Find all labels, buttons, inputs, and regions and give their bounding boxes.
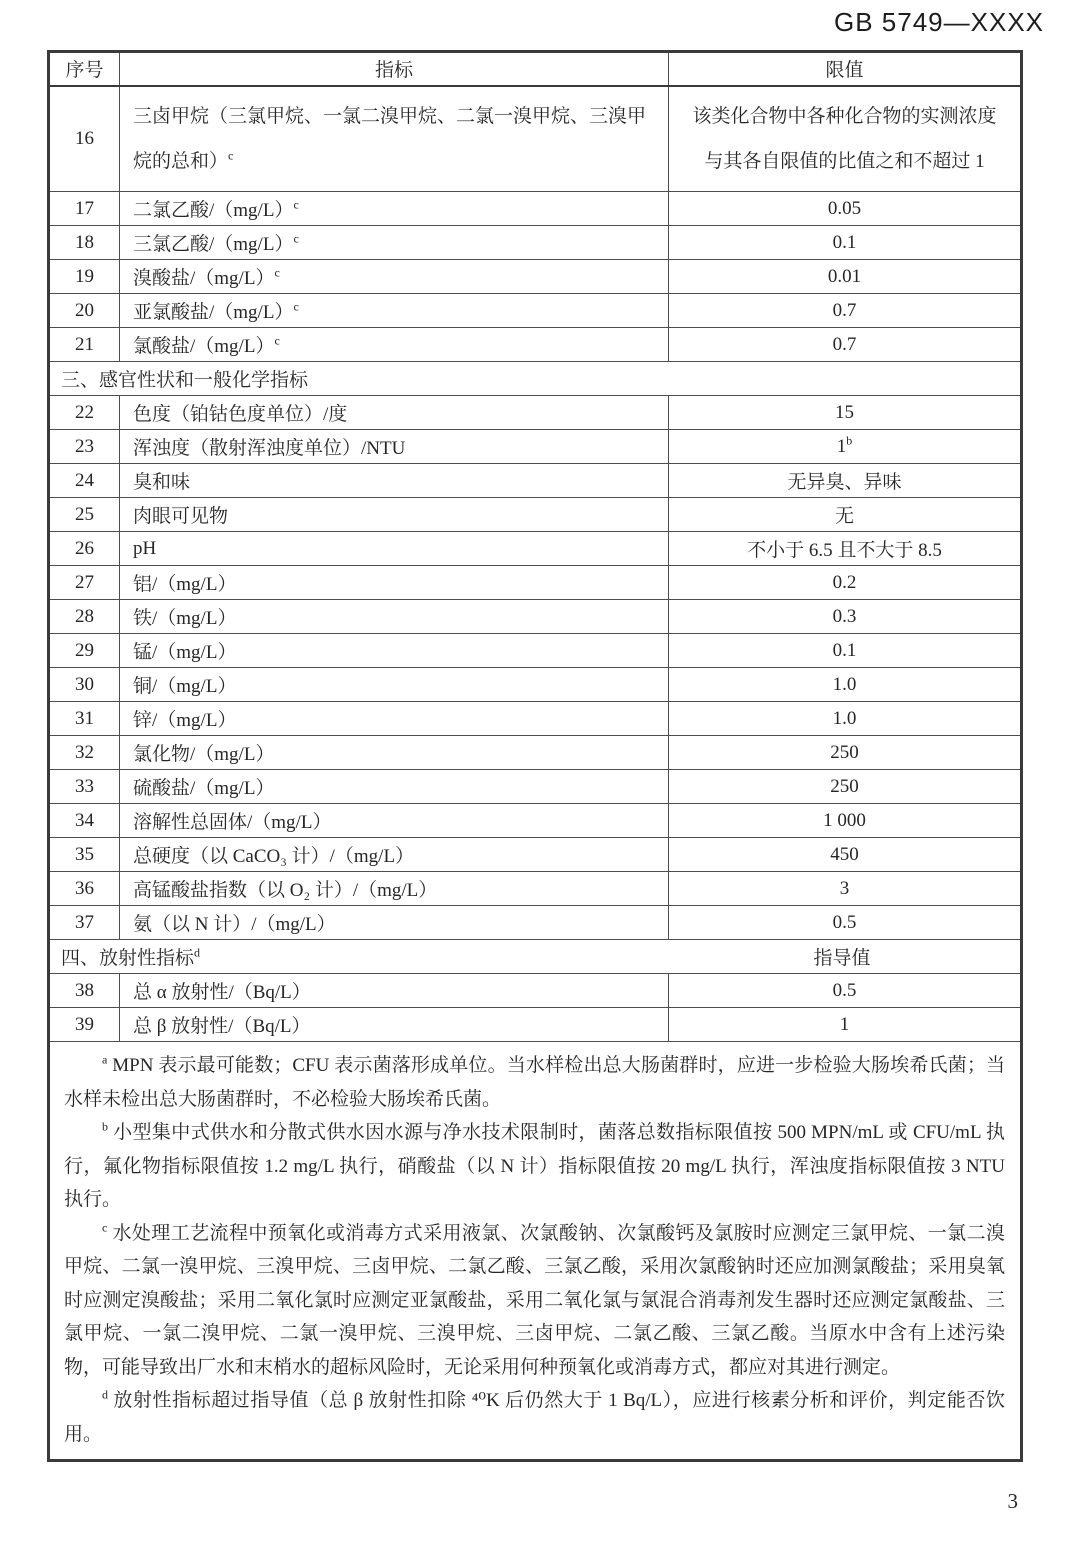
row-indicator: 铁/（mg/L） <box>120 600 669 634</box>
row-limit-value: 15 <box>669 396 1022 430</box>
table-row <box>49 192 1022 226</box>
row-index: 39 <box>49 1008 120 1042</box>
table-row <box>49 328 1022 362</box>
footnote-ref-d: d <box>102 1387 108 1402</box>
row-indicator: 氨（以 N 计）/（mg/L） <box>120 906 669 940</box>
row-indicator: 肉眼可见物 <box>120 498 669 532</box>
limit-line: 该类化合物中各种化合物的实测浓度 <box>692 105 997 127</box>
row-indicator: 锌/（mg/L） <box>120 702 669 736</box>
section-cell <box>49 362 1022 396</box>
table-body <box>49 86 1022 1461</box>
row-index: 23 <box>49 430 120 464</box>
row-indicator: 浑浊度（散射浑浊度单位）/NTU <box>120 430 669 464</box>
row-limit-value: 不小于 6.5 且不大于 8.5 <box>669 532 1022 566</box>
table-row <box>49 736 1022 770</box>
row-index: 20 <box>49 294 120 328</box>
row-limit-value: 无 <box>669 498 1022 532</box>
row-indicator: 氯酸盐$/(mg/L)^c$ <box>120 328 669 362</box>
section-title: 三、感官性状和一般化学指标 <box>61 370 309 391</box>
row-index: 29 <box>49 634 120 668</box>
table-row <box>49 906 1022 940</box>
section-title: 四、放射性指标$^d$ <box>61 945 201 969</box>
table-row <box>49 498 1022 532</box>
row-limit-value: 1$^b$ <box>669 430 1022 464</box>
row-limit-value: 1.0 <box>669 668 1022 702</box>
row-indicator: 二氯乙酸$/(mg/L)^c$ <box>120 192 669 226</box>
row-limit-value: 0.7 <box>669 294 1022 328</box>
table-row <box>49 770 1022 804</box>
footnote-ref-b: b <box>846 433 853 448</box>
table-row <box>49 86 1022 192</box>
table-row <box>49 600 1022 634</box>
table-row <box>49 396 1022 430</box>
indicator-line: 烷的总和）$^c$ <box>133 148 234 172</box>
row-limit-value: 0.5 <box>669 906 1022 940</box>
row-indicator: 锰/（mg/L） <box>120 634 669 668</box>
row-limit-value <box>669 86 1022 192</box>
footnote-ref-c: c <box>228 148 234 163</box>
row-indicator: 铝/（mg/L） <box>120 566 669 600</box>
row-index: 25 <box>49 498 120 532</box>
row-indicator: pH <box>120 532 669 566</box>
table-row <box>49 872 1022 906</box>
row-limit-value: 0.05 <box>669 192 1022 226</box>
row-indicator: 氯化物/（mg/L） <box>120 736 669 770</box>
row-indicator: 总 α 放射性/（Bq/L） <box>120 974 669 1008</box>
row-limit-value: 0.7 <box>669 328 1022 362</box>
row-indicator: 色度（铂钴色度单位）/度 <box>120 396 669 430</box>
row-indicator: 总硬度（以 CaCO₃ 计）/（mg/L） <box>120 838 669 872</box>
row-index: 17 <box>49 192 120 226</box>
row-index: 31 <box>49 702 120 736</box>
table-row <box>49 566 1022 600</box>
footnote-ref-c: c <box>274 333 280 348</box>
section-row <box>49 362 1022 396</box>
row-index: 19 <box>49 260 120 294</box>
col-header-limit: 限值 <box>669 52 1022 86</box>
row-limit-value: 0.5 <box>669 974 1022 1008</box>
table-row <box>49 634 1022 668</box>
water-quality-limits-table <box>47 50 1023 1462</box>
indicator-line: 三卤甲烷（三氯甲烷、一氯二溴甲烷、二氯一溴甲烷、三溴甲 <box>133 105 647 127</box>
table-row <box>49 668 1022 702</box>
col-header-index: 序号 <box>49 52 120 86</box>
row-index: 32 <box>49 736 120 770</box>
row-index: 36 <box>49 872 120 906</box>
row-limit-value: 1 <box>669 1008 1022 1042</box>
row-limit-value: 0.01 <box>669 260 1022 294</box>
col-header-indicator: 指标 <box>120 52 669 86</box>
table-row <box>49 532 1022 566</box>
footnote-ref-c: c <box>293 197 299 212</box>
row-indicator <box>120 86 669 192</box>
row-limit-value: 3 <box>669 872 1022 906</box>
row-indicator: 三氯乙酸$/(mg/L)^c$ <box>120 226 669 260</box>
table-row <box>49 838 1022 872</box>
row-index: 38 <box>49 974 120 1008</box>
row-limit-value: 无异臭、异味 <box>669 464 1022 498</box>
limit-line: 与其各自限值的比值之和不超过 1 <box>704 150 985 172</box>
table-row <box>49 702 1022 736</box>
row-indicator: 溴酸盐$/(mg/L)^c$ <box>120 260 669 294</box>
footnote-ref-c: c <box>274 265 280 280</box>
row-limit-value: 1.0 <box>669 702 1022 736</box>
row-limit-value: 0.1 <box>669 226 1022 260</box>
row-index: 37 <box>49 906 120 940</box>
table-row <box>49 260 1022 294</box>
row-index: 22 <box>49 396 120 430</box>
row-index: 28 <box>49 600 120 634</box>
footnote-ref-c: c <box>293 299 299 314</box>
row-index: 18 <box>49 226 120 260</box>
row-limit-value: 450 <box>669 838 1022 872</box>
table-row <box>49 1008 1022 1042</box>
footnote-d: $^d$ 放射性指标超过指导值（总 β 放射性扣除 ⁴⁰K 后仍然大于 1 Bq/L），应进行核素分析和评价，判定能否饮用。 <box>64 1387 1005 1445</box>
row-index: 27 <box>49 566 120 600</box>
row-limit-value: 250 <box>669 770 1022 804</box>
table-row <box>49 226 1022 260</box>
row-index: 21 <box>49 328 120 362</box>
footnotes-row <box>49 1042 1022 1461</box>
row-limit-value: 0.3 <box>669 600 1022 634</box>
footnote-b: $^b$ 小型集中式供水和分散式供水因水源与净水技术限制时，菌落总数指标限值按 500 MPN/mL 或 CFU/mL 执行，氟化物指标限值按 1.2 mg/L 执行，硝酸盐（以 N 计）指标限值按 20 mg/L 执行，浑浊度指标限值按 3 NTU 执行。 <box>64 1119 1005 1210</box>
footnote-ref-d: d <box>194 945 201 960</box>
table-row <box>49 804 1022 838</box>
row-limit-value: 250 <box>669 736 1022 770</box>
row-index: 26 <box>49 532 120 566</box>
table-header-row <box>49 52 1022 86</box>
section-row <box>49 940 1022 974</box>
row-index: 30 <box>49 668 120 702</box>
row-indicator: 溶解性总固体/（mg/L） <box>120 804 669 838</box>
row-index: 34 <box>49 804 120 838</box>
row-limit-value: 0.1 <box>669 634 1022 668</box>
page-number: 3 <box>1007 1489 1018 1513</box>
row-indicator: 铜/（mg/L） <box>120 668 669 702</box>
table-row <box>49 430 1022 464</box>
table-header <box>49 52 1022 86</box>
row-limit-value: 0.2 <box>669 566 1022 600</box>
section-right-label: 指导值 <box>813 948 871 969</box>
row-index: 16 <box>49 86 120 192</box>
table-row <box>49 294 1022 328</box>
row-index: 35 <box>49 838 120 872</box>
row-limit-value: 1 000 <box>669 804 1022 838</box>
table-row <box>49 974 1022 1008</box>
footnote-ref-a: a <box>102 1052 108 1067</box>
row-indicator: 亚氯酸盐$/(mg/L)^c$ <box>120 294 669 328</box>
row-index: 33 <box>49 770 120 804</box>
row-indicator: 高锰酸盐指数（以 O₂ 计）/（mg/L） <box>120 872 669 906</box>
footnote-ref-c: c <box>293 231 299 246</box>
standard-code: GB 5749—XXXX <box>834 7 1044 37</box>
footnote-ref-b: b <box>102 1119 108 1134</box>
row-indicator: 总 β 放射性/（Bq/L） <box>120 1008 669 1042</box>
row-indicator: 硫酸盐/（mg/L） <box>120 770 669 804</box>
footnote-a: $^a$ MPN 表示最可能数；CFU 表示菌落形成单位。当水样检出总大肠菌群时，应进一步检验大肠埃希氏菌；当水样未检出总大肠菌群时，不必检验大肠埃希氏菌。 <box>64 1052 1005 1110</box>
table-row <box>49 464 1022 498</box>
row-index: 24 <box>49 464 120 498</box>
section-cell <box>49 940 1022 974</box>
footnote-ref-c: c <box>102 1220 108 1235</box>
footnotes-cell <box>49 1042 1022 1461</box>
footnote-c: $^c$ 水处理工艺流程中预氧化或消毒方式采用液氯、次氯酸钠、次氯酸钙及氯胺时应测定三氯甲烷、一氯二溴甲烷、二氯一溴甲烷、三溴甲烷、三卤甲烷、二氯乙酸、三氯乙酸，采用次氯酸钠时还应加测氯酸盐；采用臭氧时应测定溴酸盐；采用二氧化氯时应测定亚氯酸盐，采用二氧化氯与氯混合消毒剂发生器时还应测定氯酸盐、三氯甲烷、一氯二溴甲烷、二氯一溴甲烷、三溴甲烷、三卤甲烷、二氯乙酸、三氯乙酸。当原水中含有上述污染物，可能导致出厂水和末梢水的超标风险时，无论采用何种预氧化或消毒方式，都应对其进行测定。 <box>64 1220 1005 1378</box>
row-indicator: 臭和味 <box>120 464 669 498</box>
